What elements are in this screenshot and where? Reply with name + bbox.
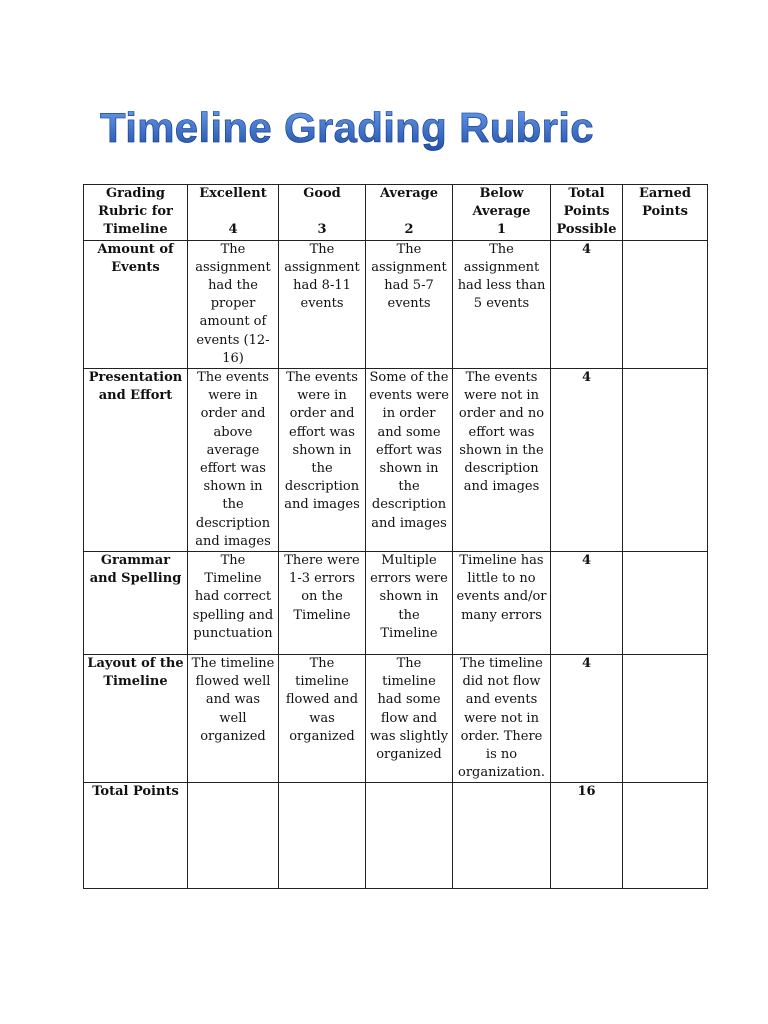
level-label: Good [303,186,341,201]
points-possible-cell: 4 [551,369,623,552]
total-label: Total Points [84,783,188,889]
good-cell: There were 1-3 errors on the Timeline [279,552,366,655]
table-row [84,655,708,783]
excellent-cell: The Timeline had correct spelling and punctuation [188,552,279,655]
empty-cell [453,783,551,889]
empty-cell [279,783,366,889]
points-possible-cell: 4 [551,655,623,783]
criterion-cell: Layout of the Timeline [84,655,188,783]
header-excellent [188,185,279,241]
average-cell: The timeline had some flow and was slightly organized [366,655,453,783]
empty-cell [366,783,453,889]
header-below-average [453,185,551,241]
header-average [366,185,453,241]
below-average-cell: Timeline has little to no events and/or many errors [453,552,551,655]
criterion-cell: Presentation and Effort [84,369,188,552]
excellent-cell: The timeline flowed well and was well organized [188,655,279,783]
average-cell: The assignment had 5-7 events [366,240,453,368]
total-row [84,783,708,889]
earned-points-cell[interactable] [623,552,708,655]
table-row [84,240,708,368]
earned-points-cell[interactable] [623,655,708,783]
header-total-possible: Total Points Possible [551,185,623,241]
earned-points-cell[interactable] [623,369,708,552]
points-possible-cell: 4 [551,240,623,368]
good-cell: The assignment had 8-11 events [279,240,366,368]
criterion-cell: Amount of Events [84,240,188,368]
total-points-cell: 16 [551,783,623,889]
level-score: 1 [496,222,507,238]
below-average-cell: The assignment had less than 5 events [453,240,551,368]
level-score: 3 [317,222,327,238]
average-cell: Some of the events were in order and some effort was shown in the description and images [366,369,453,552]
header-good [279,185,366,241]
table-row [84,552,708,655]
below-average-cell: The timeline did not flow and events were not in order. There is no organization. [453,655,551,783]
level-score: 2 [404,222,414,238]
total-earned-cell[interactable] [623,783,708,889]
level-label: Average [379,186,439,201]
earned-points-cell[interactable] [623,240,708,368]
table-header-row [84,185,708,241]
rubric-table [83,184,708,889]
level-label: Excellent [199,186,267,201]
header-earned: Earned Points [623,185,708,241]
header-criteria: Grading Rubric for Timeline [84,185,188,241]
average-cell: Multiple errors were shown in the Timeline [366,552,453,655]
excellent-cell: The events were in order and above average effort was shown in the description and images [188,369,279,552]
empty-cell [188,783,279,889]
level-label: Below Average [472,186,531,220]
page-title: Timeline Grading Rubric [100,104,594,151]
level-score: 4 [228,222,238,238]
points-possible-cell: 4 [551,552,623,655]
good-cell: The timeline flowed and was organized [279,655,366,783]
criterion-cell: Grammar and Spelling [84,552,188,655]
excellent-cell: The assignment had the proper amount of events (12-16) [188,240,279,368]
good-cell: The events were in order and effort was shown in the description and images [279,369,366,552]
table-row [84,369,708,552]
below-average-cell: The events were not in order and no effort was shown in the description and images [453,369,551,552]
